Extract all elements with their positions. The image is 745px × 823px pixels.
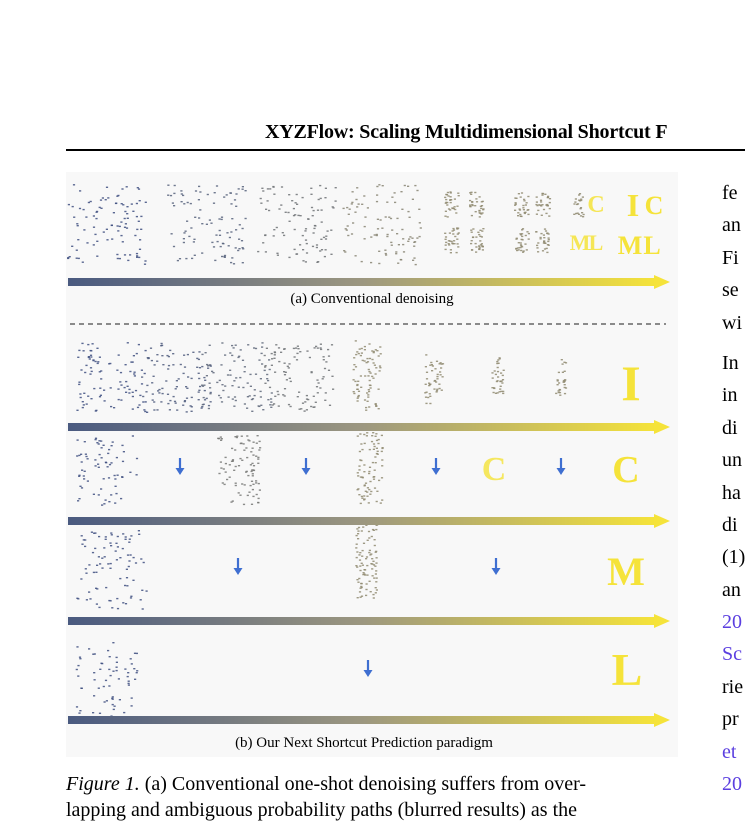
letter-glyph: C xyxy=(612,449,640,491)
rc-line: an xyxy=(722,214,741,237)
rc-citation[interactable]: et xyxy=(722,740,737,763)
progress-bar xyxy=(68,423,656,431)
figure-background xyxy=(66,172,678,757)
rc-line: in xyxy=(722,384,738,407)
rc-citation[interactable]: 20 xyxy=(722,773,742,796)
panel-b-caption: (b) Our Next Shortcut Prediction paradigm xyxy=(235,735,493,751)
running-title: XYZFlow: Scaling Multidimensional Shortcut F xyxy=(265,121,668,143)
panel-a-caption: (a) Conventional denoising xyxy=(290,291,454,307)
rc-line: an xyxy=(722,578,741,601)
letter-glyph: I xyxy=(621,355,641,411)
letter-glyph: M xyxy=(607,549,645,594)
right-column-text xyxy=(722,177,745,800)
letter-glyph: M xyxy=(569,230,591,255)
figure-caption xyxy=(66,771,706,823)
letter-glyph: C xyxy=(481,451,507,488)
progress-bar xyxy=(68,617,656,625)
progress-bar xyxy=(68,278,656,286)
figure-1 xyxy=(66,172,678,757)
rc-citation[interactable]: 20 xyxy=(722,611,742,634)
rc-line: un xyxy=(722,449,742,472)
header-rule xyxy=(66,149,745,151)
rc-line: wi xyxy=(722,311,742,334)
rc-line: In xyxy=(722,351,739,374)
rc-line: Fi xyxy=(722,246,739,269)
letter-glyph: L xyxy=(611,644,643,695)
letter-glyph: C xyxy=(587,192,605,218)
rc-line: (1) xyxy=(722,546,745,569)
rc-line: di xyxy=(722,513,738,536)
rc-citation[interactable]: Sc xyxy=(722,643,742,666)
rc-line: se xyxy=(722,279,739,302)
letter-glyph: C xyxy=(644,191,664,220)
caption-line-1: (a) Conventional one-shot denoising suffers from over- xyxy=(139,773,587,795)
letter-glyph: L xyxy=(588,230,604,255)
letter-glyph: M xyxy=(617,231,643,260)
rc-line: rie xyxy=(722,675,744,698)
progress-bar xyxy=(68,517,656,525)
letter-glyph: I xyxy=(626,187,640,223)
rc-line: di xyxy=(722,416,738,439)
rc-line: ha xyxy=(722,481,741,504)
letter-glyph: L xyxy=(643,231,661,260)
progress-bar xyxy=(68,716,656,724)
caption-line-2: lapping and ambiguous probability paths (blurred results) as the xyxy=(66,799,578,821)
rc-line: fe xyxy=(722,182,738,204)
rc-line: pr xyxy=(722,708,739,731)
caption-label: Figure 1. xyxy=(66,773,140,795)
